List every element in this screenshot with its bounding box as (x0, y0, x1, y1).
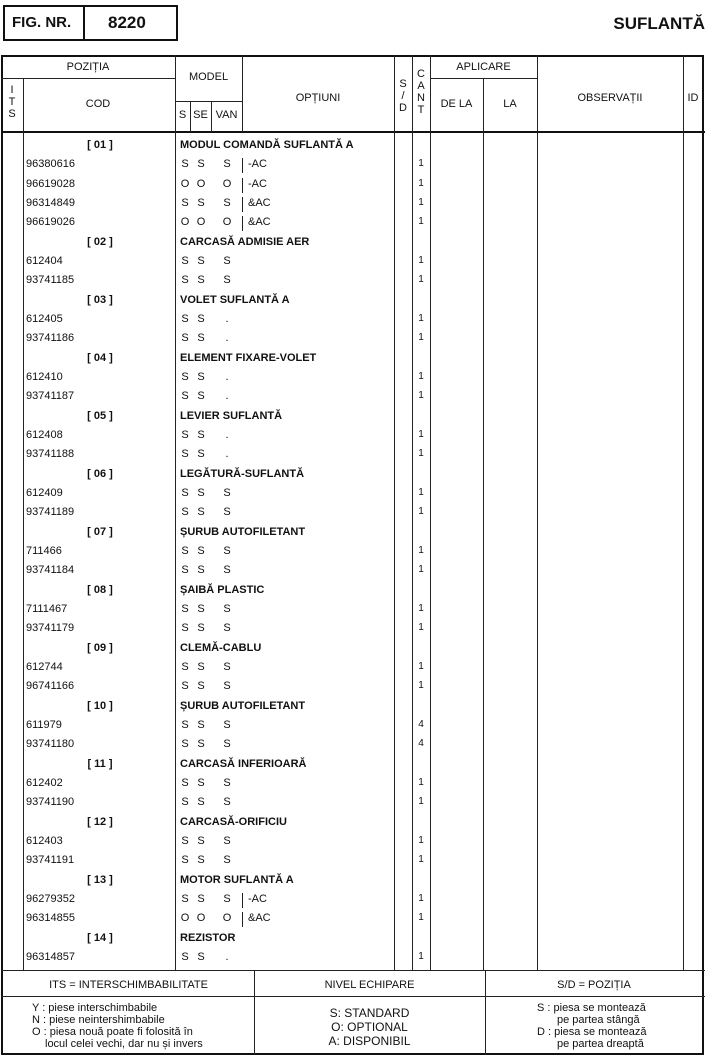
model-s-value: S (181, 312, 189, 325)
model-s-value: S (181, 506, 189, 519)
quantity-value: 1 (418, 254, 424, 266)
model-van-value: . (225, 332, 229, 345)
quantity-value: 1 (418, 216, 424, 228)
option-value: -AC (248, 158, 267, 171)
model-se-value: S (197, 892, 205, 905)
part-code: 93741186 (26, 332, 75, 345)
footer-sd-title: S/D = POZIȚIA (557, 979, 631, 991)
model-van-value: O (222, 216, 232, 229)
position-number: [ 08 ] (87, 583, 113, 596)
quantity-value: 1 (418, 680, 424, 692)
body-bottom-line (1, 970, 705, 971)
part-group-title: LEGĂTURĂ-SUFLANTĂ (180, 467, 305, 480)
part-code: 96380616 (26, 158, 75, 171)
part-group-title: MODUL COMANDĂ SUFLANTĂ A (180, 139, 354, 151)
model-s-value: S (181, 660, 189, 673)
part-code: 711466 (26, 544, 62, 557)
model-s-value: S (181, 854, 189, 867)
position-number: [ 09 ] (87, 641, 113, 654)
model-se-value: S (197, 312, 205, 325)
model-s-value: S (181, 448, 189, 461)
header-bottom-line (1, 131, 705, 133)
model-se-value: O (196, 216, 206, 229)
model-se-value: S (197, 776, 205, 789)
part-code: 96619028 (26, 177, 75, 190)
model-s-value: S (181, 544, 189, 557)
quantity-value: 1 (418, 506, 424, 518)
part-group-title: VOLET SUFLANTĂ A (180, 293, 290, 306)
part-code: 93741185 (26, 274, 75, 287)
position-number: [ 01 ] (87, 139, 113, 151)
model-van-value: S (223, 274, 231, 287)
col-line-id (683, 55, 684, 970)
option-value: &AC (248, 216, 271, 229)
part-code: 612404 (26, 254, 63, 267)
model-se-value: O (196, 912, 206, 925)
model-van-value: S (223, 892, 231, 905)
part-code: 93741188 (26, 448, 75, 461)
header-la: LA (503, 98, 517, 110)
model-se-value: S (197, 544, 205, 557)
quantity-value: 1 (418, 370, 424, 382)
part-group-title: ELEMENT FIXARE-VOLET (180, 351, 317, 364)
model-se-value: S (197, 564, 205, 577)
model-se-value: S (197, 602, 205, 615)
part-code: 612405 (26, 312, 63, 325)
col-line-its (23, 78, 24, 970)
model-van-value: O (222, 912, 232, 925)
quantity-value: 1 (418, 564, 424, 576)
quantity-value: 1 (418, 158, 424, 170)
quantity-value: 4 (418, 738, 424, 750)
option-separator (242, 197, 243, 212)
model-se-value: S (197, 622, 205, 635)
part-code: 96314857 (26, 950, 75, 963)
part-group-title: CARCASĂ ADMISIE AER (180, 235, 310, 248)
model-van-value: S (223, 506, 231, 519)
model-s-value: O (180, 177, 190, 190)
quantity-value: 1 (418, 312, 424, 324)
option-separator (242, 912, 243, 927)
part-code: 93741184 (26, 564, 75, 577)
quantity-value: 1 (418, 796, 424, 808)
footer-nivel-legend: S: STANDARD O: OPTIONAL A: DISPONIBIL (328, 1006, 411, 1048)
part-code: 93741189 (26, 506, 75, 519)
model-se-value: S (197, 428, 205, 441)
part-group-title: CARCASĂ INFERIOARĂ (180, 757, 307, 770)
quantity-value: 1 (418, 332, 424, 344)
part-code: 612403 (26, 834, 63, 847)
model-van-value: S (223, 796, 231, 809)
model-se-value: S (197, 738, 205, 751)
quantity-value: 1 (418, 834, 424, 846)
model-van-value: S (223, 854, 231, 867)
header-cod: COD (85, 98, 111, 110)
part-group-title: CLEMĂ-CABLU (180, 641, 262, 654)
position-number: [ 03 ] (87, 293, 113, 306)
model-s-value: S (181, 776, 189, 789)
model-s-value: S (181, 254, 189, 267)
model-van-value: . (225, 390, 229, 403)
part-code: 612408 (26, 428, 63, 441)
position-number: [ 04 ] (87, 351, 113, 364)
model-s-value: S (181, 370, 189, 383)
model-s-value: S (181, 622, 189, 635)
part-code: 93741190 (26, 796, 75, 809)
header-cant: C A N T (417, 68, 425, 116)
model-s-value: S (181, 274, 189, 287)
option-value: &AC (248, 912, 271, 925)
part-code: 93741187 (26, 390, 75, 403)
header-its: I T S (8, 84, 16, 120)
option-value: &AC (248, 196, 271, 209)
option-separator (242, 178, 243, 193)
model-van-value: S (223, 776, 231, 789)
col-line-la (483, 78, 484, 970)
header-model: MODEL (188, 71, 229, 83)
model-s-value: S (181, 158, 189, 171)
header-model-van: VAN (215, 109, 238, 121)
position-number: [ 14 ] (87, 931, 113, 944)
part-code: 93741179 (26, 622, 75, 635)
quantity-value: 1 (418, 660, 424, 672)
fig-number: 8220 (108, 13, 146, 32)
quantity-value: 1 (418, 892, 424, 904)
model-se-value: S (197, 854, 205, 867)
model-van-value: . (225, 370, 229, 383)
model-se-value: S (197, 834, 205, 847)
pozitia-underline (1, 78, 175, 79)
footer-nivel-title: NIVEL ECHIPARE (324, 979, 415, 991)
part-code: 93741191 (26, 854, 75, 867)
model-van-value: S (223, 660, 231, 673)
model-se-value: S (197, 660, 205, 673)
footer-title-line (1, 996, 705, 997)
footer-its-legend: Y : piese interschimbabile N : piese neintershimbabile O : piesa nouă poate fi folosită în locul celei vechi, dar nu și invers (32, 1002, 203, 1050)
model-s-value: O (180, 216, 190, 229)
model-se-value: S (197, 274, 205, 287)
header-sd: S / D (399, 78, 407, 114)
model-van-value: O (222, 177, 232, 190)
quantity-value: 1 (418, 196, 424, 208)
model-se-value: S (197, 950, 205, 963)
part-group-title: ȘAIBĂ PLASTIC (180, 583, 265, 596)
position-number: [ 10 ] (87, 699, 113, 712)
header-model-s: S (178, 109, 187, 121)
model-s-value: S (181, 564, 189, 577)
model-s-value: S (181, 196, 189, 209)
model-van-value: S (223, 254, 231, 267)
model-s-value: S (181, 834, 189, 847)
quantity-value: 1 (418, 390, 424, 402)
part-code: 612409 (26, 486, 63, 499)
quantity-value: 1 (418, 950, 424, 962)
col-line-observatii (537, 55, 538, 970)
section-title: SUFLANTĂ (613, 14, 705, 33)
parts-table-frame (1, 55, 704, 1055)
footer-its-title: ITS = INTERSCHIMBABILITATE (49, 979, 208, 991)
model-van-value: S (223, 680, 231, 693)
part-group-title: REZISTOR (180, 931, 236, 944)
aplicare-underline (430, 78, 537, 79)
quantity-value: 1 (418, 544, 424, 556)
quantity-value: 1 (418, 177, 424, 189)
part-code: 7111467 (26, 602, 68, 615)
model-se-value: S (197, 158, 205, 171)
model-se-value: S (197, 486, 205, 499)
part-group-title: LEVIER SUFLANTĂ (180, 409, 283, 422)
part-group-title: ȘURUB AUTOFILETANT (180, 525, 306, 538)
part-code: 96619026 (26, 216, 75, 229)
quantity-value: 1 (418, 912, 424, 924)
model-s-value: S (181, 602, 189, 615)
model-van-value: S (223, 622, 231, 635)
position-number: [ 02 ] (87, 235, 113, 248)
model-van-value: . (225, 950, 229, 963)
model-se-value: S (197, 390, 205, 403)
position-number: [ 06 ] (87, 467, 113, 480)
part-group-title: ȘURUB AUTOFILETANT (180, 699, 306, 712)
option-value: -AC (248, 177, 267, 190)
position-number: [ 07 ] (87, 525, 113, 538)
col-line-cant (412, 55, 413, 970)
part-code: 96741166 (26, 680, 75, 693)
part-group-title: MOTOR SUFLANTĂ A (180, 873, 294, 886)
option-value: -AC (248, 892, 267, 905)
model-van-value: S (223, 196, 231, 209)
model-se-value: S (197, 332, 205, 345)
part-code: 96314855 (26, 912, 75, 925)
model-van-value: . (225, 312, 229, 325)
quantity-value: 1 (418, 448, 424, 460)
col-line-model (175, 55, 176, 970)
quantity-value: 1 (418, 854, 424, 866)
quantity-value: 1 (418, 622, 424, 634)
header-model-se: SE (193, 109, 208, 121)
model-s-value: S (181, 332, 189, 345)
model-van-value: . (225, 448, 229, 461)
option-separator (242, 893, 243, 908)
col-line-delala (430, 55, 431, 970)
model-van-value: S (223, 738, 231, 751)
model-se-value: S (197, 680, 205, 693)
fig-label: FIG. NR. (12, 14, 72, 31)
model-van-value: S (223, 158, 231, 171)
header-aplicare: APLICARE (456, 61, 511, 73)
header-observatii: OBSERVAȚII (577, 92, 643, 104)
footer-sd-legend: S : piesa se montează pe partea stângă D : piesa se montează pe partea dreaptă (537, 1002, 647, 1050)
model-se-value: S (197, 254, 205, 267)
model-van-value: S (223, 834, 231, 847)
col-line-sd (394, 55, 395, 970)
option-separator (242, 158, 243, 173)
model-van-value: S (223, 486, 231, 499)
model-van-value: S (223, 602, 231, 615)
option-separator (242, 216, 243, 231)
position-number: [ 05 ] (87, 409, 113, 422)
model-van-value: S (223, 564, 231, 577)
model-underline (175, 101, 242, 102)
model-se-value: O (196, 177, 206, 190)
model-s-value: O (180, 912, 190, 925)
model-s-value: S (181, 428, 189, 441)
model-se-value: S (197, 370, 205, 383)
position-number: [ 13 ] (87, 873, 113, 886)
model-s-value: S (181, 796, 189, 809)
model-s-value: S (181, 680, 189, 693)
part-group-title: CARCASĂ-ORIFICIU (180, 815, 287, 828)
part-code: 612410 (26, 370, 63, 383)
model-van-value: . (225, 428, 229, 441)
model-se-value: S (197, 506, 205, 519)
part-code: 96314849 (26, 196, 75, 209)
model-s-value: S (181, 390, 189, 403)
quantity-value: 1 (418, 428, 424, 440)
quantity-value: 1 (418, 602, 424, 614)
header-de-la: DE LA (440, 98, 473, 110)
model-s-value: S (181, 892, 189, 905)
part-code: 612744 (26, 660, 63, 673)
model-van-value: S (223, 718, 231, 731)
model-se-value: S (197, 796, 205, 809)
model-s-value: S (181, 486, 189, 499)
model-se-value: S (197, 448, 205, 461)
quantity-value: 1 (418, 486, 424, 498)
position-number: [ 12 ] (87, 815, 113, 828)
model-s-value: S (181, 718, 189, 731)
quantity-value: 1 (418, 776, 424, 788)
quantity-value: 1 (418, 274, 424, 286)
model-s-value: S (181, 950, 189, 963)
model-se-value: S (197, 196, 205, 209)
header-id: ID (687, 92, 699, 104)
part-code: 93741180 (26, 738, 75, 751)
model-van-value: S (223, 544, 231, 557)
header-optiuni: OPȚIUNI (295, 92, 341, 104)
header-pozitia: POZIȚIA (66, 61, 110, 73)
model-s-value: S (181, 738, 189, 751)
position-number: [ 11 ] (87, 757, 113, 770)
part-code: 611979 (26, 718, 62, 731)
part-code: 612402 (26, 776, 63, 789)
model-se-value: S (197, 718, 205, 731)
quantity-value: 4 (418, 718, 424, 730)
part-code: 96279352 (26, 892, 75, 905)
fig-box-divider (83, 5, 85, 40)
